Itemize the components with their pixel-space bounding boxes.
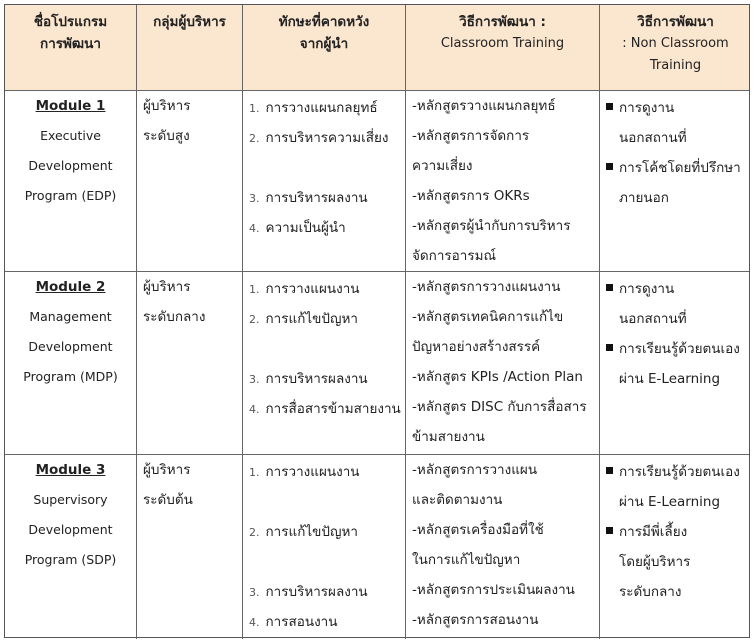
program-name-line: Development (28, 522, 113, 537)
header-nonclassroom-line: Training (649, 58, 702, 73)
skill-number: 2. (249, 132, 260, 145)
classroom-line: -หลักสูตรการวางแผนงาน (412, 279, 561, 295)
program-cell (5, 272, 137, 454)
skill-text: การวางแผนงาน (265, 464, 360, 480)
nonclassroom-line: การโค้ชโดยที่ปรึกษา (619, 160, 741, 176)
nonclassroom-first-line (606, 274, 747, 304)
nonclassroom-first-line (606, 517, 747, 547)
classroom-line: และติดตามงาน (412, 492, 503, 508)
group-cell (137, 272, 243, 454)
skill-item (249, 607, 401, 638)
skill-item (249, 213, 401, 244)
header-program-line: การพัฒนา (40, 36, 101, 52)
skill-text: การวางแผนกลยุทธ์ (265, 100, 378, 116)
classroom-line: จัดการอารมณ์ (412, 248, 497, 264)
program-name-line: Program (MDP) (23, 369, 118, 384)
nonclassroom-first-line (606, 153, 747, 183)
square-bullet-icon (606, 527, 613, 534)
nonclassroom-line: ผ่าน E-Learning (619, 494, 721, 510)
nonclassroom-item (606, 274, 747, 334)
classroom-line: -หลักสูตรการวางแผน (412, 462, 538, 478)
skill-text: การสื่อสารข้ามสายงาน (265, 401, 401, 417)
program-name-line: Development (28, 158, 113, 173)
header-group-line: กลุ่มผู้บริหาร (153, 14, 226, 30)
nonclassroom-item (606, 457, 747, 517)
skill-number: 1. (249, 102, 260, 115)
nonclassroom-line: การดูงาน (619, 281, 675, 297)
program-cell (5, 91, 137, 271)
skill-item (249, 93, 401, 124)
skill-item (249, 304, 401, 335)
nonclassroom-cell (600, 455, 751, 639)
program-name-line: Management (29, 309, 112, 324)
skill-text: การบริหารผลงาน (265, 190, 368, 206)
skill-text: การบริหารผลงาน (265, 584, 368, 600)
header-nonclassroom (600, 5, 751, 90)
module-title: Module 1 (35, 98, 106, 114)
skill-text: การบริหารผลงาน (265, 371, 368, 387)
program-name-line: Program (EDP) (24, 188, 117, 203)
nonclassroom-line: การเรียนรู้ด้วยตนเอง (619, 341, 740, 357)
nonclassroom-line: การเรียนรู้ด้วยตนเอง (619, 464, 740, 480)
skill-item (249, 364, 401, 395)
skill-text: การสอนงาน (265, 614, 338, 630)
nonclassroom-first-line (606, 93, 747, 123)
module-row-2 (5, 272, 749, 455)
skill-text: ความเป็นผู้นำ (265, 220, 346, 236)
nonclassroom-item (606, 153, 747, 213)
skills-cell (243, 91, 406, 271)
skill-number: 3. (249, 373, 260, 386)
skill-item (249, 183, 401, 214)
skills-cell (243, 455, 406, 639)
header-program (5, 5, 137, 90)
group-line: ระดับสูง (143, 128, 190, 144)
classroom-cell (406, 91, 600, 271)
square-bullet-icon (606, 344, 613, 351)
header-skills-line: จากผู้นำ (299, 36, 349, 52)
nonclassroom-line: ระดับกลาง (619, 584, 682, 600)
classroom-line: ในการแก้ไขปัญหา (412, 552, 521, 568)
module-row-3 (5, 455, 749, 639)
skill-number: 1. (249, 283, 260, 296)
header-skills-line: ทักษะที่คาดหวัง (278, 14, 370, 30)
skill-number: 4. (249, 222, 260, 235)
nonclassroom-line: การมีพี่เลี้ยง (619, 524, 688, 540)
nonclassroom-line: ภายนอก (619, 190, 669, 206)
skill-number: 3. (249, 192, 260, 205)
nonclassroom-item (606, 93, 747, 153)
group-line: ผู้บริหาร (143, 279, 191, 295)
skill-text: การวางแผนงาน (265, 281, 360, 297)
classroom-line: ข้ามสายงาน (412, 429, 485, 445)
module-row-1 (5, 91, 749, 272)
group-line: ผู้บริหาร (143, 462, 191, 478)
nonclassroom-first-line (606, 334, 747, 364)
header-group (137, 5, 243, 90)
square-bullet-icon (606, 467, 613, 474)
nonclassroom-line: โดยผู้บริหาร (619, 554, 691, 570)
table-header-row (5, 5, 749, 91)
skill-item (249, 577, 401, 608)
nonclassroom-item (606, 517, 747, 607)
classroom-line: -หลักสูตรเทคนิคการแก้ไข (412, 309, 564, 325)
skill-item (249, 517, 401, 548)
classroom-line: -หลักสูตรการประเมินผลงาน (412, 582, 575, 598)
skill-item (249, 123, 401, 154)
classroom-line: ความเสี่ยง (412, 158, 473, 174)
development-program-table (4, 4, 750, 638)
header-classroom (406, 5, 600, 90)
nonclassroom-first-line (606, 457, 747, 487)
classroom-line: -หลักสูตรการ OKRs (412, 188, 530, 204)
skill-item (249, 457, 401, 488)
nonclassroom-line: นอกสถานที่ (619, 311, 687, 327)
program-name-line: Supervisory (33, 492, 108, 507)
nonclassroom-item (606, 334, 747, 394)
header-program-line: ชื่อโปรแกรม (33, 14, 108, 30)
skill-number: 2. (249, 313, 260, 326)
nonclassroom-line: นอกสถานที่ (619, 130, 687, 146)
skills-cell (243, 272, 406, 454)
skill-number: 2. (249, 526, 260, 539)
module-title: Module 2 (35, 279, 106, 295)
classroom-line: -หลักสูตรการจัดการ (412, 128, 530, 144)
classroom-line: -หลักสูตรวางแผนกลยุทธ์ (412, 98, 556, 114)
skill-text: การบริหารความเสี่ยง (265, 130, 389, 146)
nonclassroom-cell (600, 272, 751, 454)
header-classroom-line: Classroom Training (440, 36, 565, 51)
skill-number: 4. (249, 616, 260, 629)
classroom-line: -หลักสูตรการสอนงาน (412, 612, 539, 628)
program-name-line: Development (28, 339, 113, 354)
nonclassroom-line: การดูงาน (619, 100, 675, 116)
group-line: ระดับกลาง (143, 309, 206, 325)
group-cell (137, 91, 243, 271)
nonclassroom-cell (600, 91, 751, 271)
header-classroom-line: วิธีการพัฒนา : (459, 14, 546, 30)
classroom-cell (406, 272, 600, 454)
square-bullet-icon (606, 284, 613, 291)
classroom-line: -หลักสูตร KPIs /Action Plan (412, 369, 583, 385)
program-name-line: Program (SDP) (24, 552, 117, 567)
skill-item (249, 394, 401, 425)
program-name-line: Executive (40, 128, 101, 143)
group-line: ผู้บริหาร (143, 98, 191, 114)
header-nonclassroom-line: : Non Classroom (622, 36, 729, 51)
skill-text: การแก้ไขปัญหา (265, 524, 358, 540)
nonclassroom-line: ผ่าน E-Learning (619, 371, 721, 387)
skill-number: 1. (249, 466, 260, 479)
skill-number: 3. (249, 586, 260, 599)
program-cell (5, 455, 137, 639)
classroom-line: ปัญหาอย่างสร้างสรรค์ (412, 339, 541, 355)
skill-item (249, 274, 401, 305)
module-title: Module 3 (35, 462, 106, 478)
group-cell (137, 455, 243, 639)
header-nonclassroom-line: วิธีการพัฒนา (637, 14, 714, 30)
header-skills (243, 5, 406, 90)
square-bullet-icon (606, 163, 613, 170)
group-line: ระดับต้น (143, 492, 193, 508)
skill-number: 4. (249, 403, 260, 416)
skill-text: การแก้ไขปัญหา (265, 311, 358, 327)
classroom-line: -หลักสูตร DISC กับการสื่อสาร (412, 399, 587, 415)
classroom-cell (406, 455, 600, 639)
classroom-line: -หลักสูตรเครื่องมือที่ใช้ (412, 522, 544, 538)
square-bullet-icon (606, 103, 613, 110)
classroom-line: -หลักสูตรผู้นำกับการบริหาร (412, 218, 571, 234)
